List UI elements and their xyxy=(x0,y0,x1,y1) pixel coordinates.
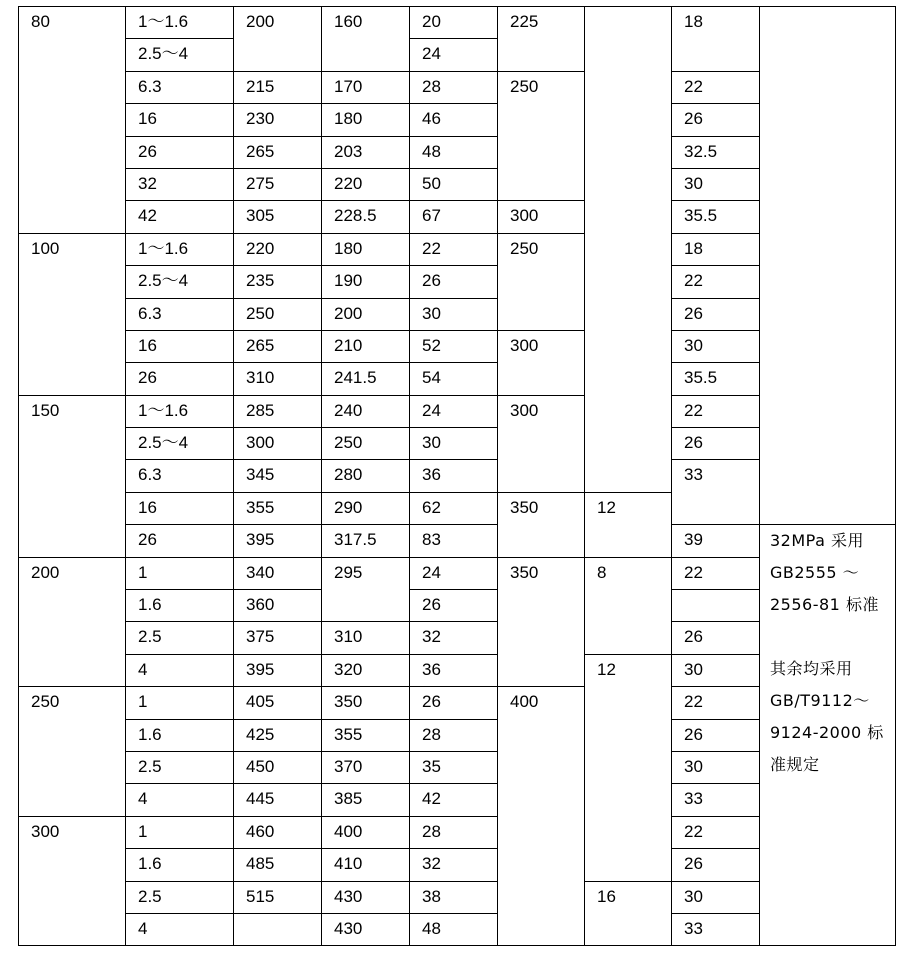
d-cell: 425 xyxy=(234,719,322,751)
b-cell: 24 xyxy=(410,557,498,589)
b-cell: 48 xyxy=(410,913,498,945)
pn-cell: 32 xyxy=(126,168,234,200)
b-cell: 28 xyxy=(410,816,498,848)
ec-cell: 12 xyxy=(585,492,672,557)
ff-cell: 18 xyxy=(672,7,760,72)
k-cell: 160 xyxy=(322,7,410,72)
note-line: GB2555 ～ xyxy=(770,563,860,583)
k-cell: 317.5 xyxy=(322,525,410,557)
d-cell: 220 xyxy=(234,233,322,265)
l-cell: 250 xyxy=(498,233,585,330)
pn-cell: 26 xyxy=(126,136,234,168)
d-cell: 275 xyxy=(234,168,322,200)
pn-cell: 42 xyxy=(126,201,234,233)
pn-cell: 1.6 xyxy=(126,849,234,881)
pn-cell: 1 xyxy=(126,816,234,848)
k-cell: 295 xyxy=(322,557,410,622)
note-spacer xyxy=(770,621,891,653)
k-cell: 410 xyxy=(322,849,410,881)
k-cell: 180 xyxy=(322,104,410,136)
pn-cell: 1～1.6 xyxy=(126,395,234,427)
b-cell: 54 xyxy=(410,363,498,395)
b-cell: 26 xyxy=(410,590,498,622)
ff-cell: 30 xyxy=(672,654,760,686)
ff-cell: 30 xyxy=(672,330,760,362)
ff-cell: 30 xyxy=(672,751,760,783)
dn-cell: 250 xyxy=(19,687,126,817)
l-cell: 350 xyxy=(498,492,585,557)
k-cell: 190 xyxy=(322,266,410,298)
ec-cell: 16 xyxy=(585,881,672,946)
dn-cell: 80 xyxy=(19,7,126,234)
note-line: 9124-2000 标 xyxy=(770,723,884,743)
ff-cell: 22 xyxy=(672,395,760,427)
b-cell: 30 xyxy=(410,428,498,460)
dn-cell: 200 xyxy=(19,557,126,687)
ff-cell: 26 xyxy=(672,622,760,654)
l-cell: 300 xyxy=(498,395,585,492)
d-cell: 405 xyxy=(234,687,322,719)
ff-cell: 30 xyxy=(672,881,760,913)
k-cell: 430 xyxy=(322,881,410,913)
k-cell: 370 xyxy=(322,751,410,783)
d-cell: 285 xyxy=(234,395,322,427)
ff-cell: 26 xyxy=(672,719,760,751)
ff-cell: 26 xyxy=(672,298,760,330)
b-cell: 36 xyxy=(410,654,498,686)
b-cell: 42 xyxy=(410,784,498,816)
table-row xyxy=(19,525,896,557)
ff-cell: 35.5 xyxy=(672,363,760,395)
k-cell: 310 xyxy=(322,622,410,654)
k-cell: 320 xyxy=(322,654,410,686)
d-cell: 515 xyxy=(234,881,322,913)
b-cell: 67 xyxy=(410,201,498,233)
b-cell: 38 xyxy=(410,881,498,913)
d-cell: 485 xyxy=(234,849,322,881)
pn-cell: 4 xyxy=(126,913,234,945)
pn-cell: 2.5～4 xyxy=(126,266,234,298)
k-cell: 355 xyxy=(322,719,410,751)
l-cell: 400 xyxy=(498,687,585,946)
dn-cell: 150 xyxy=(19,395,126,557)
ec-cell: 12 xyxy=(585,654,672,881)
pn-cell: 26 xyxy=(126,363,234,395)
ff-cell: 30 xyxy=(672,168,760,200)
pn-cell: 16 xyxy=(126,330,234,362)
k-cell: 385 xyxy=(322,784,410,816)
d-cell: 395 xyxy=(234,654,322,686)
k-cell: 430 xyxy=(322,913,410,945)
pn-cell: 2.5～4 xyxy=(126,39,234,71)
d-cell: 265 xyxy=(234,136,322,168)
d-cell: 300 xyxy=(234,428,322,460)
ff-cell: 22 xyxy=(672,687,760,719)
k-cell: 200 xyxy=(322,298,410,330)
d-cell: 230 xyxy=(234,104,322,136)
k-cell: 228.5 xyxy=(322,201,410,233)
d-cell: 250 xyxy=(234,298,322,330)
ff-cell: 22 xyxy=(672,71,760,103)
pn-cell: 6.3 xyxy=(126,460,234,492)
k-cell: 400 xyxy=(322,816,410,848)
k-cell: 350 xyxy=(322,687,410,719)
d-cell: 345 xyxy=(234,460,322,492)
b-cell: 46 xyxy=(410,104,498,136)
d-cell: 445 xyxy=(234,784,322,816)
pn-cell: 2.5 xyxy=(126,881,234,913)
flange-spec-table xyxy=(18,6,896,946)
d-cell: 360 xyxy=(234,590,322,622)
d-cell: 450 xyxy=(234,751,322,783)
ff-cell: 35.5 xyxy=(672,201,760,233)
pn-cell: 6.3 xyxy=(126,298,234,330)
pn-cell: 4 xyxy=(126,654,234,686)
ff-cell: 26 xyxy=(672,849,760,881)
b-cell: 28 xyxy=(410,71,498,103)
dn-cell: 100 xyxy=(19,233,126,395)
b-cell: 32 xyxy=(410,622,498,654)
l-cell: 300 xyxy=(498,330,585,395)
d-cell: 305 xyxy=(234,201,322,233)
b-cell: 28 xyxy=(410,719,498,751)
ff-cell: 22 xyxy=(672,266,760,298)
ff-cell: 32.5 xyxy=(672,136,760,168)
ff-cell: 22 xyxy=(672,557,760,589)
note-line: 准规定 xyxy=(770,755,820,775)
table-row xyxy=(19,7,896,39)
b-cell: 20 xyxy=(410,7,498,39)
k-cell: 203 xyxy=(322,136,410,168)
k-cell: 290 xyxy=(322,492,410,524)
b-cell: 83 xyxy=(410,525,498,557)
b-cell: 32 xyxy=(410,849,498,881)
note-line: 其余均采用 xyxy=(770,659,853,679)
pn-cell: 1～1.6 xyxy=(126,233,234,265)
note-empty-cell xyxy=(760,7,896,525)
d-cell: 395 xyxy=(234,525,322,557)
b-cell: 26 xyxy=(410,687,498,719)
pn-cell: 1～1.6 xyxy=(126,7,234,39)
d-cell: 310 xyxy=(234,363,322,395)
pn-cell: 26 xyxy=(126,525,234,557)
ff-cell: 33 xyxy=(672,460,760,525)
pn-cell: 2.5～4 xyxy=(126,428,234,460)
d-cell: 200 xyxy=(234,7,322,72)
b-cell: 48 xyxy=(410,136,498,168)
b-cell: 62 xyxy=(410,492,498,524)
note-line: 2556-81 标准 xyxy=(770,595,879,615)
k-cell: 170 xyxy=(322,71,410,103)
pn-cell: 2.5 xyxy=(126,622,234,654)
pn-cell: 1 xyxy=(126,557,234,589)
ff-cell: 33 xyxy=(672,913,760,945)
b-cell: 36 xyxy=(410,460,498,492)
k-cell: 220 xyxy=(322,168,410,200)
pn-cell: 1 xyxy=(126,687,234,719)
pn-cell: 1.6 xyxy=(126,719,234,751)
note-line: 32MPa 采用 xyxy=(770,531,864,551)
d-cell: 235 xyxy=(234,266,322,298)
note-line: GB/T9112～ xyxy=(770,691,870,711)
d-cell: 460 xyxy=(234,816,322,848)
l-cell: 300 xyxy=(498,201,585,233)
b-cell: 24 xyxy=(410,395,498,427)
k-cell: 180 xyxy=(322,233,410,265)
ff-cell: 26 xyxy=(672,104,760,136)
d-cell: 375 xyxy=(234,622,322,654)
l-cell: 350 xyxy=(498,557,585,687)
d-cell: 340 xyxy=(234,557,322,589)
b-cell: 30 xyxy=(410,298,498,330)
standards-note xyxy=(760,525,896,946)
d-cell xyxy=(234,913,322,945)
ff-cell: 33 xyxy=(672,784,760,816)
ff-cell xyxy=(672,590,760,622)
d-cell: 265 xyxy=(234,330,322,362)
pn-cell: 2.5 xyxy=(126,751,234,783)
ff-cell: 18 xyxy=(672,233,760,265)
b-cell: 26 xyxy=(410,266,498,298)
d-cell: 215 xyxy=(234,71,322,103)
b-cell: 50 xyxy=(410,168,498,200)
pn-cell: 6.3 xyxy=(126,71,234,103)
ff-cell: 22 xyxy=(672,816,760,848)
b-cell: 22 xyxy=(410,233,498,265)
pn-cell: 16 xyxy=(126,104,234,136)
dn-cell: 300 xyxy=(19,816,126,946)
b-cell: 24 xyxy=(410,39,498,71)
k-cell: 210 xyxy=(322,330,410,362)
b-cell: 35 xyxy=(410,751,498,783)
l-cell: 250 xyxy=(498,71,585,201)
k-cell: 240 xyxy=(322,395,410,427)
l-cell: 225 xyxy=(498,7,585,72)
ff-cell: 26 xyxy=(672,428,760,460)
pn-cell: 4 xyxy=(126,784,234,816)
k-cell: 280 xyxy=(322,460,410,492)
pn-cell: 1.6 xyxy=(126,590,234,622)
d-cell: 355 xyxy=(234,492,322,524)
ec-cell: 8 xyxy=(585,557,672,654)
ff-cell: 39 xyxy=(672,525,760,557)
k-cell: 250 xyxy=(322,428,410,460)
pn-cell: 16 xyxy=(126,492,234,524)
ec-cell xyxy=(585,7,672,493)
b-cell: 52 xyxy=(410,330,498,362)
k-cell: 241.5 xyxy=(322,363,410,395)
